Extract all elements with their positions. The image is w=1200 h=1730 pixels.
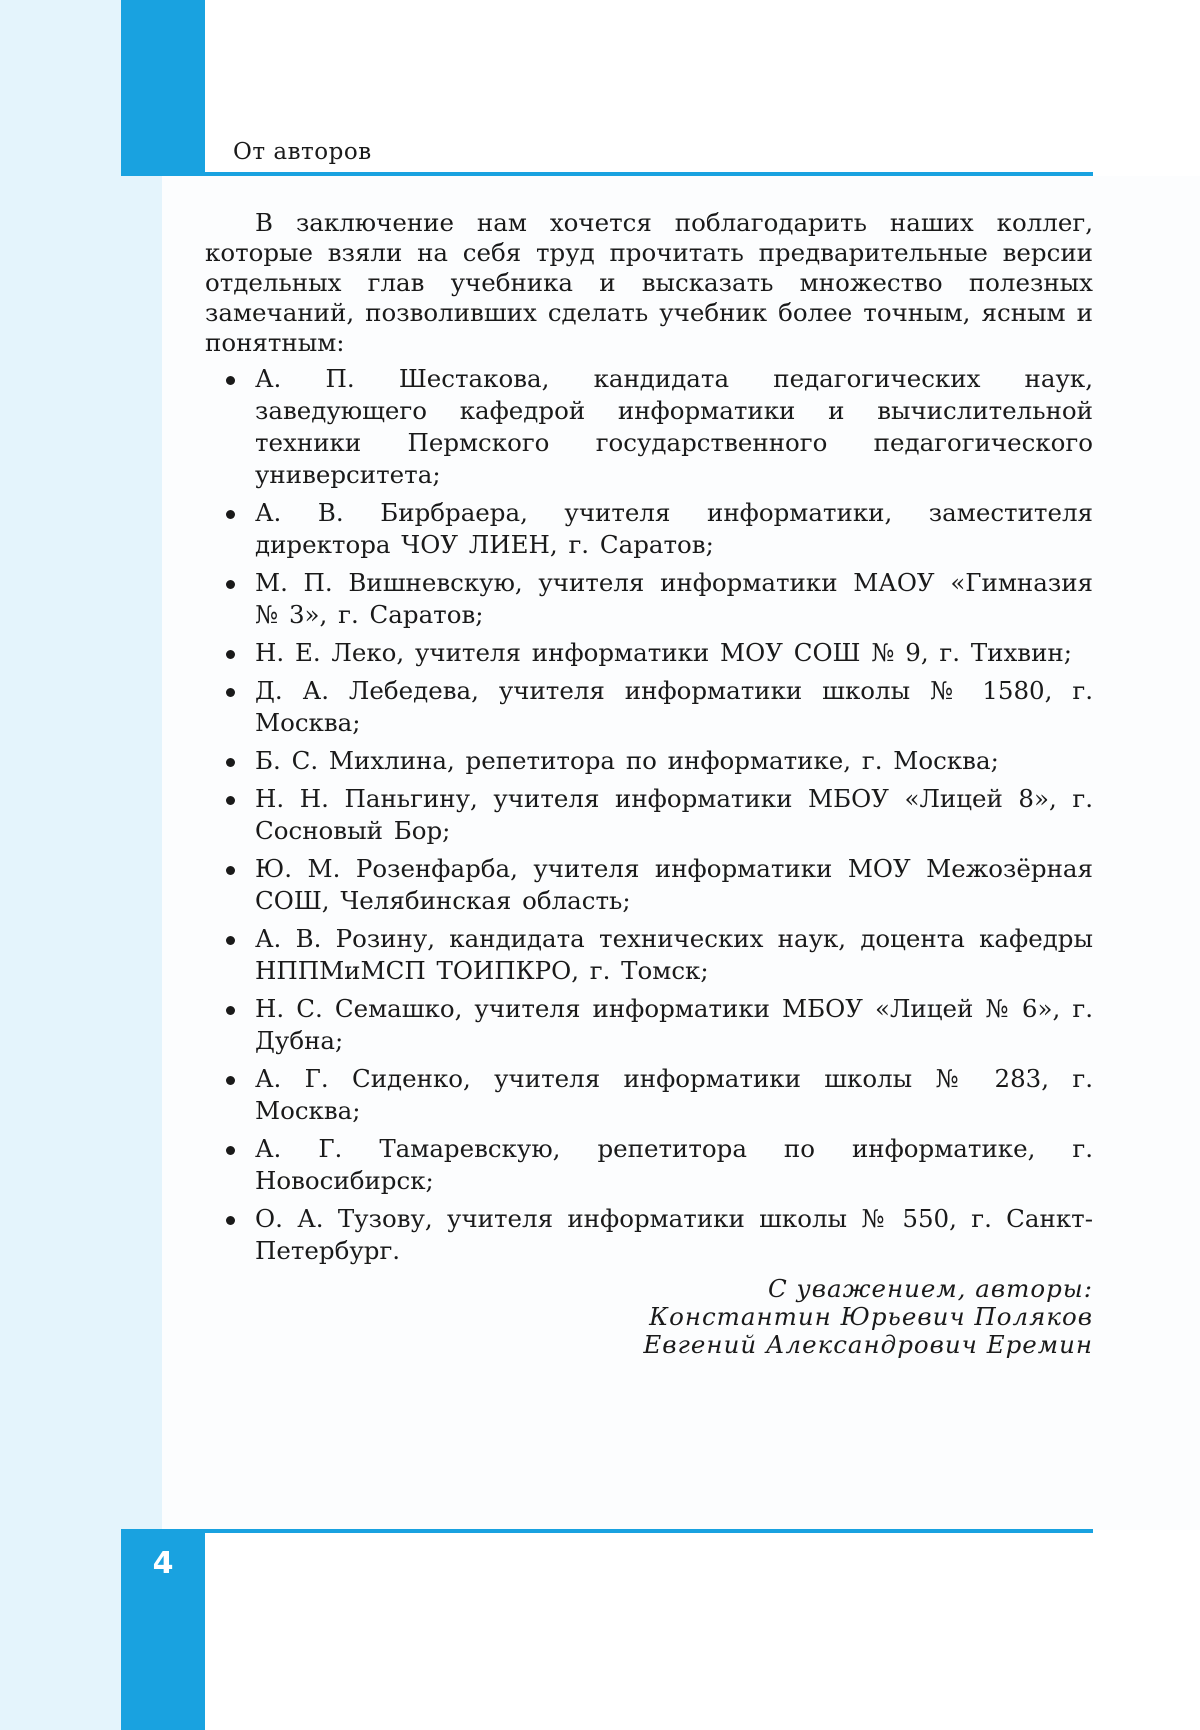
header-accent-band bbox=[121, 0, 205, 176]
reviewer-text: О. А. Тузову, учителя информатики школы № 550, г. Санкт-Петербург. bbox=[255, 1204, 1093, 1265]
list-item bbox=[205, 853, 1093, 917]
list-item bbox=[205, 1063, 1093, 1127]
header-rule bbox=[121, 172, 1093, 176]
reviewer-text: Б. С. Михлина, репетитора по информатике, г. Москва; bbox=[255, 746, 999, 775]
bullet-icon bbox=[226, 580, 235, 589]
signature-author-1: Константин Юрьевич Поляков bbox=[649, 1302, 1093, 1331]
bullet-icon bbox=[226, 866, 235, 875]
list-item bbox=[205, 1133, 1093, 1197]
bullet-icon bbox=[226, 1216, 235, 1225]
reviewer-text: Ю. М. Розенфарба, учителя информатики МОУ Межозёрная СОШ, Челябинская область; bbox=[255, 854, 1093, 915]
footer-rule bbox=[121, 1529, 1093, 1533]
list-item bbox=[205, 497, 1093, 561]
bullet-icon bbox=[226, 650, 235, 659]
reviewers-list bbox=[205, 363, 1093, 1267]
list-item bbox=[205, 363, 1093, 491]
page-content bbox=[205, 208, 1093, 1359]
reviewer-text: Н. Н. Паньгину, учителя информатики МБОУ «Лицей 8», г. Сосновый Бор; bbox=[255, 784, 1093, 845]
page-margin-strip bbox=[0, 0, 162, 1730]
reviewer-text: А. Г. Тамаревскую, репетитора по информатике, г. Новосибирск; bbox=[255, 1134, 1093, 1195]
bullet-icon bbox=[226, 376, 235, 385]
list-item bbox=[205, 783, 1093, 847]
running-header-title: От авторов bbox=[233, 139, 372, 165]
bullet-icon bbox=[226, 758, 235, 767]
bullet-icon bbox=[226, 1146, 235, 1155]
list-item bbox=[205, 993, 1093, 1057]
list-item bbox=[205, 675, 1093, 739]
list-item bbox=[205, 567, 1093, 631]
bullet-icon bbox=[226, 796, 235, 805]
reviewer-text: А. В. Бирбраера, учителя информатики, заместителя директора ЧОУ ЛИЕН, г. Саратов; bbox=[255, 498, 1093, 559]
page-number: 4 bbox=[152, 1546, 174, 1581]
bullet-icon bbox=[226, 1006, 235, 1015]
list-item bbox=[205, 745, 1093, 777]
reviewer-text: Н. Е. Леко, учителя информатики МОУ СОШ № 9, г. Тихвин; bbox=[255, 638, 1073, 667]
list-item bbox=[205, 923, 1093, 987]
signature-author-2: Евгений Александрович Еремин bbox=[643, 1330, 1093, 1359]
signature-greeting: С уважением, авторы: bbox=[767, 1274, 1093, 1303]
reviewer-text: А. П. Шестакова, кандидата педагогических наук, заведующего кафедрой информатики и вычислительной техники Пермского государственного педагогического университета; bbox=[255, 364, 1093, 489]
reviewer-text: А. Г. Сиденко, учителя информатики школы № 283, г. Москва; bbox=[255, 1064, 1093, 1125]
bullet-icon bbox=[226, 510, 235, 519]
reviewer-text: Н. С. Семашко, учителя информатики МБОУ «Лицей № 6», г. Дубна; bbox=[255, 994, 1093, 1055]
reviewer-text: Д. А. Лебедева, учителя информатики школы № 1580, г. Москва; bbox=[255, 676, 1093, 737]
list-item bbox=[205, 1203, 1093, 1267]
bullet-icon bbox=[226, 688, 235, 697]
signature-block bbox=[205, 1275, 1093, 1359]
intro-paragraph: В заключение нам хочется поблагодарить наших коллег, которые взяли на себя труд прочитать предварительные версии отдельных глав учебника и высказать множество полезных замечаний, позволивших сделать учебник более точным, ясным и понятным: bbox=[205, 208, 1093, 357]
bullet-icon bbox=[226, 936, 235, 945]
reviewer-text: М. П. Вишневскую, учителя информатики МАОУ «Гимназия № 3», г. Саратов; bbox=[255, 568, 1093, 629]
list-item bbox=[205, 637, 1093, 669]
reviewer-text: А. В. Розину, кандидата технических наук, доцента кафедры НППМиМСП ТОИПКРО, г. Томск; bbox=[255, 924, 1093, 985]
bullet-icon bbox=[226, 1076, 235, 1085]
